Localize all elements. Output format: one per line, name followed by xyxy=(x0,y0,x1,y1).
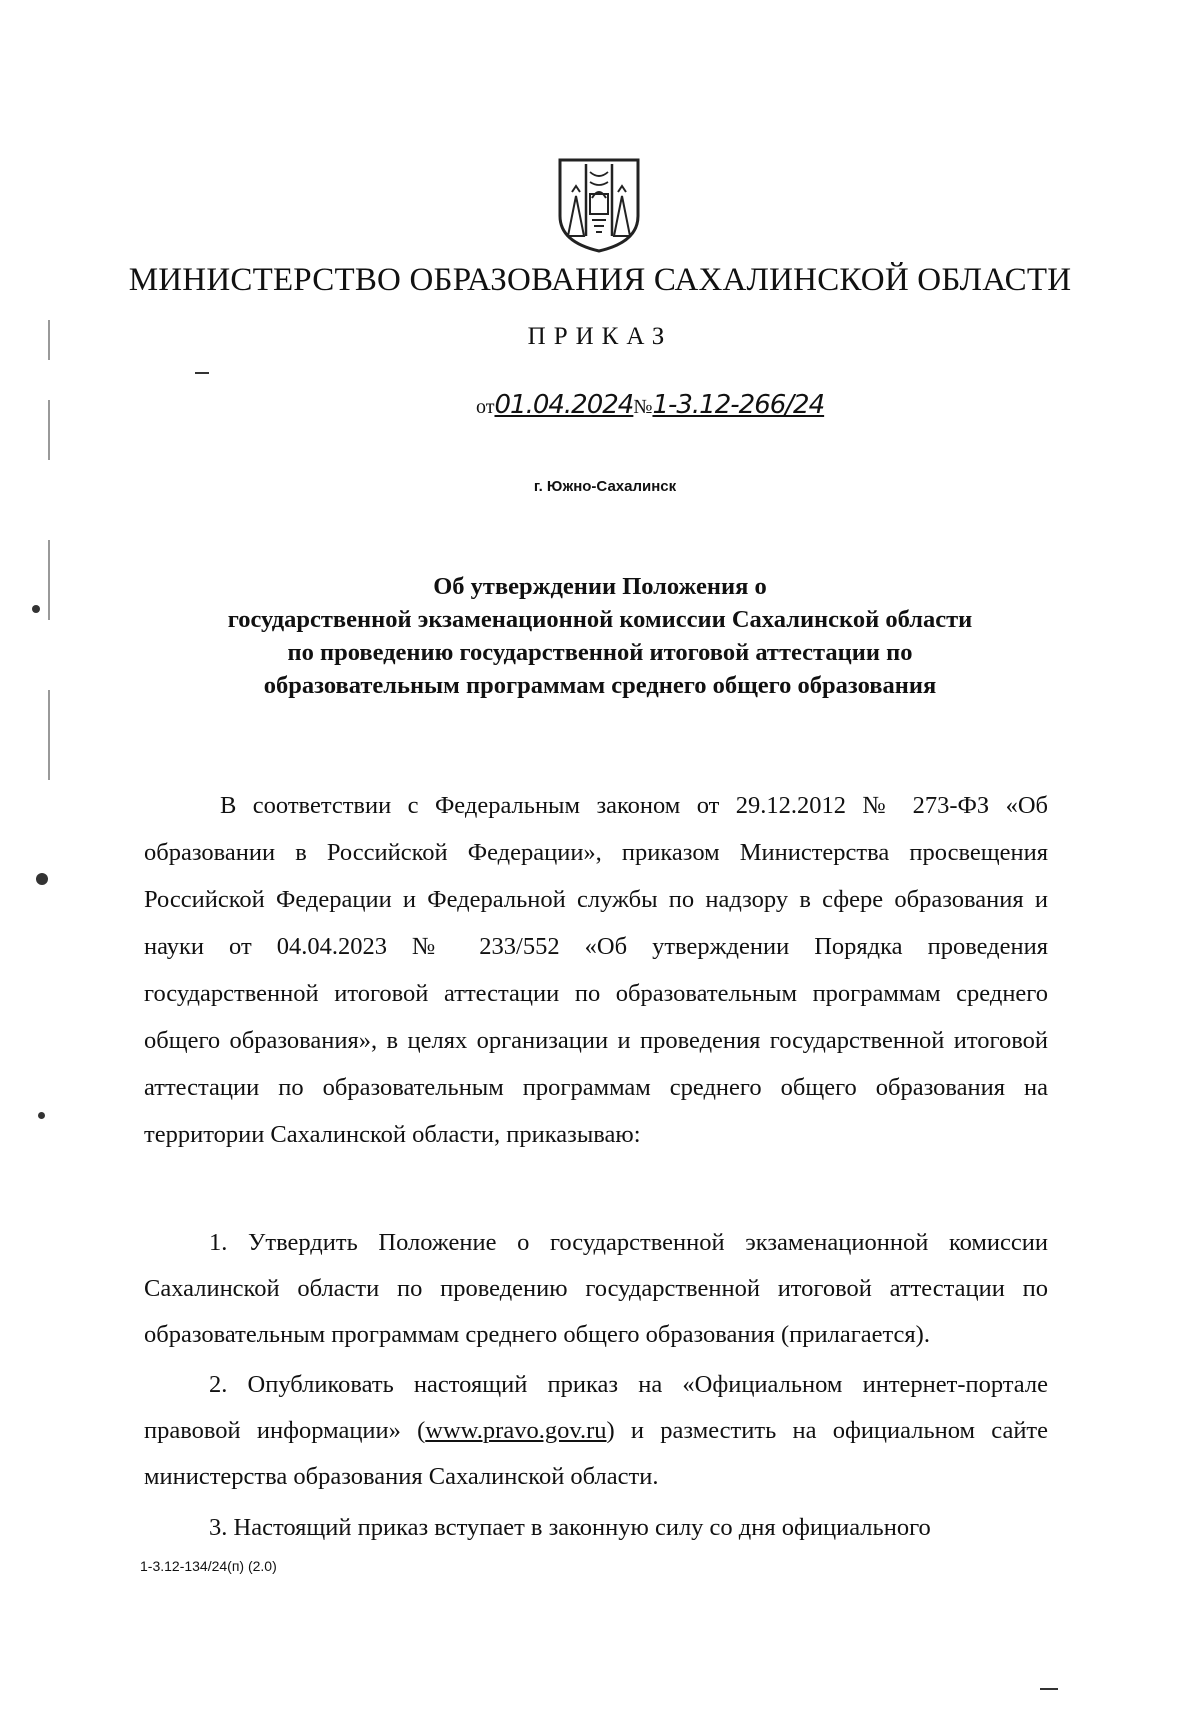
title-line: государственной экзаменационной комиссии Сахалинской области xyxy=(227,606,973,633)
title-line: по проведению государственной итоговой аттестации по xyxy=(287,639,913,666)
date-prefix: от xyxy=(476,396,495,418)
scan-speck xyxy=(195,372,209,374)
title-line: Об утверждении Положения о xyxy=(433,573,767,600)
number-sign: № xyxy=(633,396,653,418)
scan-mark xyxy=(48,540,50,620)
scan-speck xyxy=(32,605,40,613)
pravo-link[interactable]: www.pravo.gov.ru xyxy=(425,1417,607,1444)
scan-speck xyxy=(36,873,48,885)
item-2-paragraph xyxy=(144,1362,1048,1500)
document-code: 1-3.12-134/24(п) (2.0) xyxy=(140,1558,277,1574)
ministry-name: МИНИСТЕРСТВО ОБРАЗОВАНИЯ САХАЛИНСКОЙ ОБЛАСТИ xyxy=(128,262,1072,298)
item-3-paragraph: 3. Настоящий приказ вступает в законную силу со дня официального xyxy=(209,1514,931,1541)
order-number: 1-3.12-266/24 xyxy=(652,390,825,420)
scan-mark xyxy=(48,400,50,460)
city: г. Южно-Сахалинск xyxy=(533,478,677,495)
order-date: 01.04.2024 xyxy=(494,390,634,420)
scan-speck xyxy=(38,1112,45,1119)
item-1-paragraph: 1. Утвердить Положение о государственной экзаменационной комиссии Сахалинской области по проведению государственной итоговой аттестации по образовательным программам среднего общего образования (прилагается). xyxy=(144,1229,1048,1348)
document-title xyxy=(150,570,1050,702)
order-heading: ПРИКАЗ xyxy=(527,323,673,350)
item-2-text-start: 2. Опубликовать настоящий приказ на «Официальном интернет-портале правовой информации» ( xyxy=(144,1371,1048,1444)
title-line: образовательным программам среднего общего образования xyxy=(263,672,937,699)
scan-speck xyxy=(1040,1688,1058,1690)
preamble-paragraph: В соответствии с Федеральным законом от 29.12.2012 № 273-ФЗ «Об образовании в Российской Федерации», приказом Министерства просвещения Российской Федерации и Федеральной службы по надзору в сфере образования и науки от 04.04.2023 № 233/552 «Об утверждении Порядка проведения государственной итоговой аттестации по образовательным программам среднего общего образования», в целях организации и проведения государственной итоговой аттестации по образовательным программам среднего общего образования на территории Сахалинской области, приказываю: xyxy=(144,792,1048,1148)
coat-of-arms-icon xyxy=(556,156,642,254)
scan-mark xyxy=(48,320,50,360)
order-date-number xyxy=(476,390,824,420)
item-2-text-end: ) и разместить на официальном сайте министерства образования Сахалинской области. xyxy=(144,1417,1049,1490)
scan-mark xyxy=(48,690,50,780)
